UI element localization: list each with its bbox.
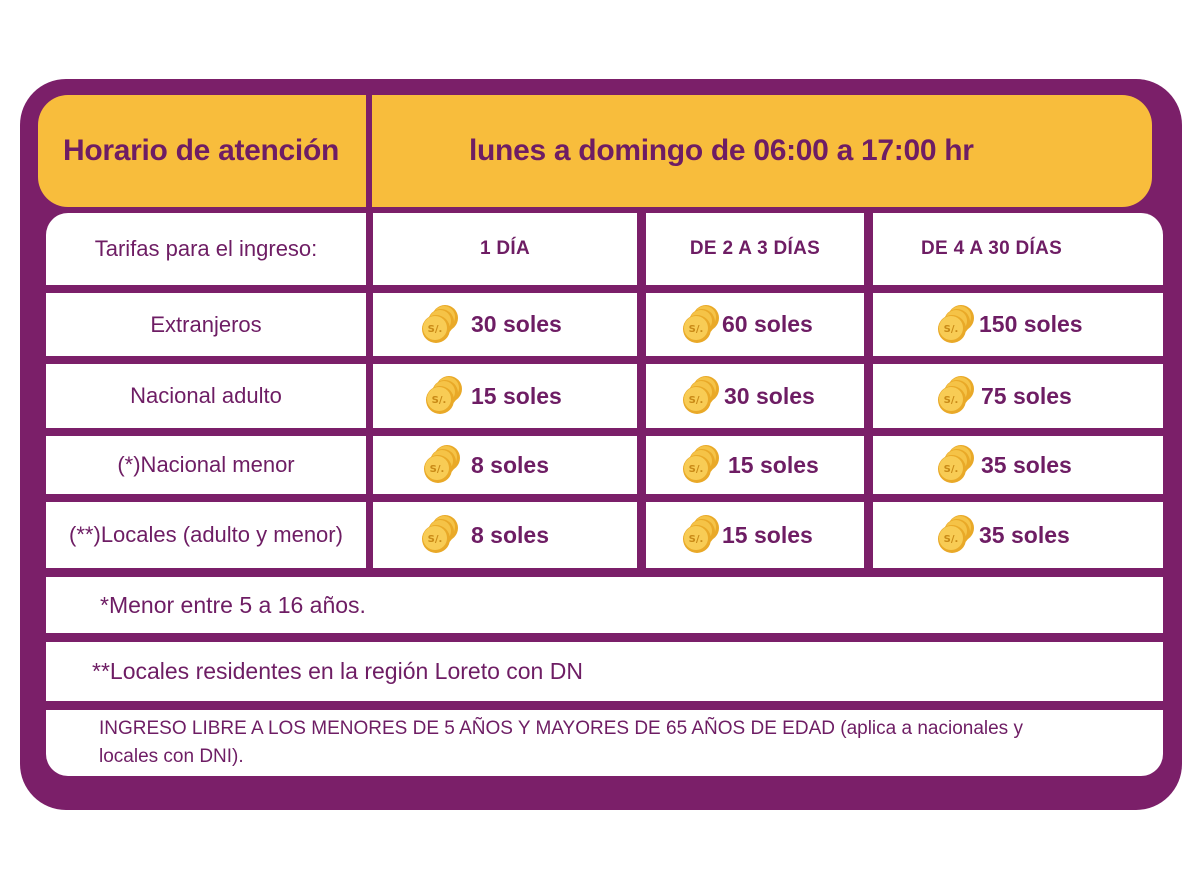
soles-coin-icon xyxy=(678,303,722,347)
row-label: Nacional adulto xyxy=(130,383,282,408)
price-value: 8 soles xyxy=(471,521,549,548)
price-cell xyxy=(646,502,864,568)
price-cell xyxy=(873,293,1163,356)
hours-value: lunes a domingo de 06:00 a 17:00 hr xyxy=(469,134,974,167)
price-cell xyxy=(646,436,864,494)
soles-coin-icon xyxy=(419,443,463,487)
column-header-4-30-days xyxy=(873,213,1163,285)
price-cell xyxy=(873,502,1163,568)
row-label-cell xyxy=(46,436,366,494)
price-value: 15 soles xyxy=(471,382,562,409)
column-header-label: 1 DÍA xyxy=(479,238,531,259)
note-locals xyxy=(46,642,1163,701)
price-value: 15 soles xyxy=(722,521,813,548)
row-label-cell xyxy=(46,364,366,428)
price-cell xyxy=(646,293,864,356)
price-cell xyxy=(873,436,1163,494)
row-label-cell xyxy=(46,293,366,356)
price-value: 8 soles xyxy=(471,451,549,478)
soles-coin-icon xyxy=(933,513,977,557)
soles-coin-icon xyxy=(678,513,722,557)
soles-coin-icon xyxy=(417,513,461,557)
row-label: (**)Locales (adulto y menor) xyxy=(69,522,343,547)
soles-coin-icon xyxy=(417,303,461,347)
price-value: 150 soles xyxy=(979,311,1083,337)
corner-cell xyxy=(46,213,366,285)
price-cell xyxy=(373,293,637,356)
note-free-entry xyxy=(46,710,1163,776)
column-header-label: DE 2 A 3 DÍAS xyxy=(689,238,821,259)
hours-label-cell xyxy=(38,95,366,207)
note-free-entry-text: INGRESO LIBRE A LOS MENORES DE 5 AÑOS Y MAYORES DE 65 AÑOS DE EDAD (aplica a nacionales y locales con DNI). xyxy=(99,718,1023,767)
soles-coin-icon xyxy=(933,374,977,418)
price-value: 60 soles xyxy=(722,311,813,337)
price-cell xyxy=(373,436,637,494)
price-cell xyxy=(373,502,637,568)
corner-label: Tarifas para el ingreso: xyxy=(94,236,318,261)
note-minor xyxy=(46,577,1163,633)
soles-coin-icon xyxy=(933,443,977,487)
note-locals-text: **Locales residentes en la región Loreto con DN xyxy=(92,658,583,684)
price-value: 30 soles xyxy=(724,382,815,409)
price-value: 75 soles xyxy=(981,382,1072,409)
soles-coin-icon xyxy=(678,443,722,487)
column-header-2-3-days xyxy=(646,213,864,285)
soles-coin-icon xyxy=(421,374,465,418)
price-value: 15 soles xyxy=(728,451,819,478)
note-minor-text: *Menor entre 5 a 16 años. xyxy=(100,591,366,618)
hours-value-cell xyxy=(372,95,1152,207)
price-value: 35 soles xyxy=(981,451,1072,478)
column-header-1-day xyxy=(373,213,637,285)
price-cell xyxy=(873,364,1163,428)
soles-coin-icon xyxy=(678,374,722,418)
row-label: (*)Nacional menor xyxy=(117,452,295,477)
row-label-cell xyxy=(46,502,366,568)
price-value: 30 soles xyxy=(471,311,562,337)
price-value: 35 soles xyxy=(979,521,1070,548)
soles-coin-icon xyxy=(933,303,977,347)
row-label: Extranjeros xyxy=(150,311,262,337)
price-cell xyxy=(373,364,637,428)
price-cell xyxy=(646,364,864,428)
column-header-label: DE 4 A 30 DÍAS xyxy=(921,238,1063,259)
hours-label: Horario de atención xyxy=(63,134,340,167)
